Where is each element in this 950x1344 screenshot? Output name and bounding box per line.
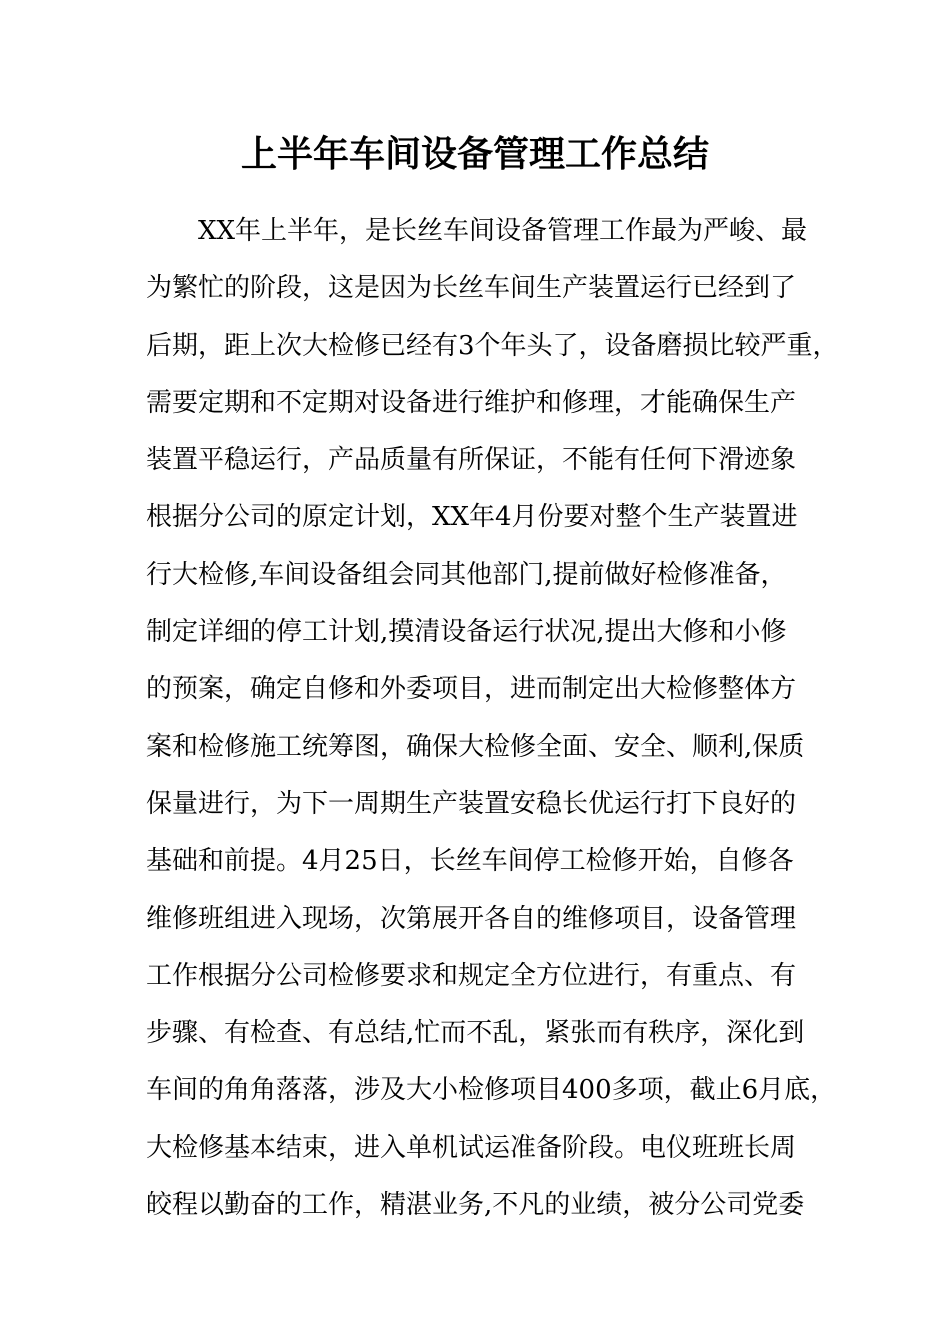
text-line: 工作根据分公司检修要求和规定全方位进行，有重点、有	[146, 960, 797, 991]
text-line: 车间的角角落落，涉及大小检修项目400多项，截止6月底，	[146, 1075, 837, 1106]
text-line: 大检修基本结束，进入单机试运准备阶段。电仪班班长周	[146, 1132, 797, 1163]
text-line: 保量进行，为下一周期生产装置安稳长优运行打下良好的	[146, 788, 797, 819]
document-body	[146, 203, 839, 1234]
text-line: 需要定期和不定期对设备进行维护和修理，才能确保生产	[146, 387, 797, 418]
text-line: 为繁忙的阶段，这是因为长丝车间生产装置运行已经到了	[146, 273, 797, 304]
text-line: 行大检修,车间设备组会同其他部门,提前做好检修准备，	[146, 559, 787, 590]
text-line: 步骤、有检查、有总结,忙而不乱，紧张而有秩序，深化到	[146, 1018, 805, 1049]
text-line: 制定详细的停工计划,摸清设备运行状况,提出大修和小修	[146, 617, 787, 648]
text-line: 皎程以勤奋的工作，精湛业务,不凡的业绩，被分公司党委	[146, 1190, 805, 1221]
text-line: 装置平稳运行，产品质量有所保证，不能有任何下滑迹象	[146, 445, 797, 476]
text-line: 维修班组进入现场，次第展开各自的维修项目，设备管理	[146, 903, 797, 934]
text-line: XX年上半年，是长丝车间设备管理工作最为严峻、最	[198, 216, 808, 246]
document-title: 上半年车间设备管理工作总结	[240, 133, 709, 175]
text-line: 后期，距上次大检修已经有3个年头了，设备磨损比较严重，	[146, 330, 839, 361]
text-line: 根据分公司的原定计划，XX年4月份要对整个生产装置进	[146, 502, 798, 533]
text-line: 基础和前提。4月25日，长丝车间停工检修开始，自修各	[146, 846, 794, 877]
text-line: 的预案，确定自修和外委项目，进而制定出大检修整体方	[146, 674, 797, 705]
text-line: 案和检修施工统筹图，确保大检修全面、安全、顺利,保质	[146, 731, 805, 762]
